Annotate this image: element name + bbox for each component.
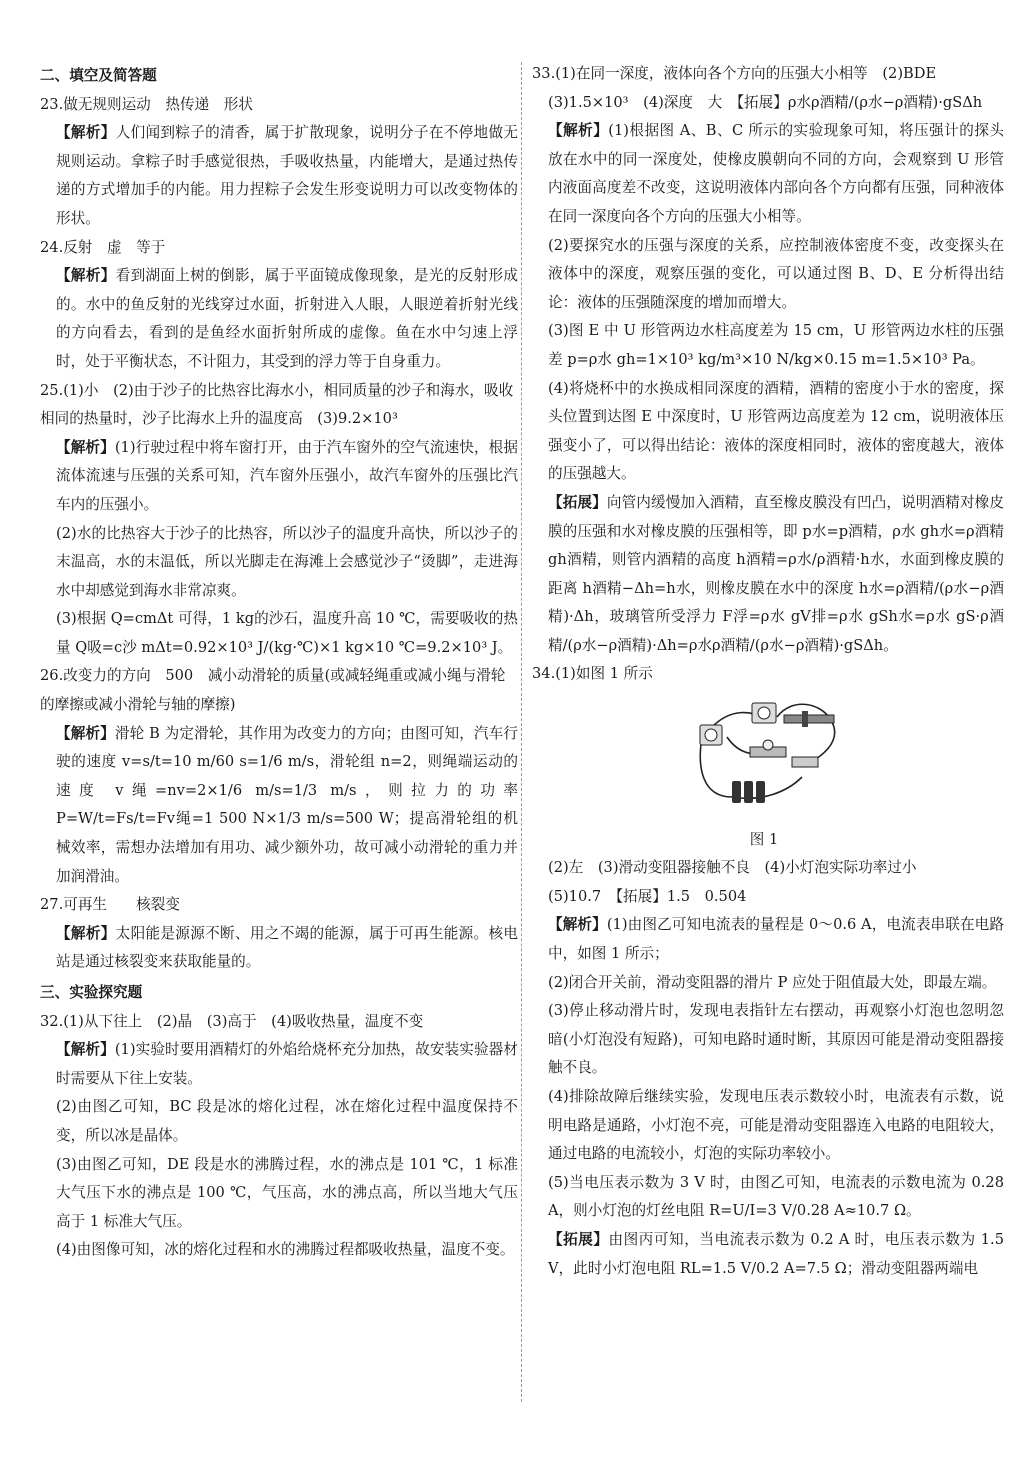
q33-analysis (532, 117, 1004, 231)
q34-answer-line3: (5)10.7 【拓展】1.5 0.504 (548, 887, 747, 905)
q25-answer: 25.(1)小 (2)由于沙子的比热容比海水小，相同质量的沙子和海水，吸收相同的热量时，沙子比海水上升的温度高 (3)9.2×10³ (40, 381, 514, 428)
q33-extension-text: 向管内缓慢加入酒精，直至橡皮膜没有凹凸，说明酒精对橡皮膜的压强和水对橡皮膜的压强相等，即 p水=p酒精，ρ水 gh水=ρ酒精gh酒精，则管内酒精的高度 h酒精=ρ水/ρ酒精·h水，水面到橡皮膜的距离 h酒精−Δh=h水，则橡皮膜在水中的深度 h水=ρ酒精/(ρ水−ρ酒精)·Δh，玻璃管所受浮力 F浮=ρ水 gV排=ρ水 gSh水=ρ水 gS·ρ酒精/(ρ水−ρ酒精)·Δh=ρ水ρ酒精/(ρ水−ρ酒精)·gSΔh。 (548, 493, 1004, 654)
q34-extension-text: 由图丙可知，当电流表示数为 0.2 A 时，电压表示数为 1.5 V，此时小灯泡电阻 RL=1.5 V/0.2 A=7.5 Ω；滑动变阻器两端电 (548, 1230, 1004, 1277)
q27-answer: 27.可再生 核裂变 (40, 896, 180, 914)
q23-analysis (40, 119, 518, 233)
q27-analysis-text: 太阳能是源源不断、用之不竭的能源，属于可再生能源。核电站是通过核裂变来获取能量的。 (56, 924, 518, 971)
extension-tag: 【拓展】 (548, 1230, 609, 1248)
q34-analysis-p2: (2)闭合开关前，滑动变阻器的滑片 P 应处于阻值最大处，即最左端。 (548, 973, 997, 991)
circuit-diagram-figure (692, 697, 842, 815)
q33-answer-line2: (3)1.5×10³ (4)深度 大 【拓展】ρ水ρ酒精/(ρ水−ρ酒精)·gSΔh (548, 93, 983, 111)
q34-analysis (532, 911, 1004, 968)
q24-answer: 24.反射 虚 等于 (40, 238, 166, 256)
q34-answer: 34.(1)如图 1 所示 (532, 665, 653, 683)
analysis-tag: 【解析】 (56, 924, 116, 942)
column-divider (521, 62, 522, 1402)
q34-answer-line2: (2)左 (3)滑动变阻器接触不良 (4)小灯泡实际功率过小 (548, 859, 917, 877)
section-heading-experiment: 三、实验探究题 (40, 984, 143, 1001)
q24-analysis (40, 262, 518, 376)
q33-answer: 33.(1)在同一深度，液体向各个方向的压强大小相等 (2)BDE (532, 65, 937, 82)
q24-analysis-text: 看到湖面上树的倒影，属于平面镜成像现象，是光的反射形成的。水中的鱼反射的光线穿过水面，折射进入人眼，人眼逆着折射光线的方向看去，看到的是鱼经水面折射所成的虚像。鱼在水中匀速上浮时，处于平衡状态，不计阻力，其受到的浮力等于自身重力。 (56, 267, 518, 370)
q25-analysis-text: (1)行驶过程中将车窗打开，由于汽车窗外的空气流速快，根据流体流速与压强的关系可知，汽车窗外压强小，故汽车窗外的压强比汽车内的压强小。 (56, 438, 518, 513)
q32-answer: 32.(1)从下往上 (2)晶 (3)高于 (4)吸收热量，温度不变 (40, 1012, 424, 1030)
extension-tag: 【拓展】 (548, 493, 607, 511)
q33-analysis-p3: (3)图 E 中 U 形管两边水柱高度差为 15 cm，U 形管两边水柱的压强差 p=ρ水 gh=1×10³ kg/m³×10 N/kg×0.15 m=1.5×10³ Pa。 (548, 322, 1004, 368)
right-column (532, 60, 1004, 1283)
q23-analysis-text: 人们闻到粽子的清香，属于扩散现象，说明分子在不停地做无规则运动。拿粽子时手感觉很热，手吸收热量，内能增大，是通过热传递的方式增加手的内能。用力捏粽子会发生形变说明力可以改变物体的形状。 (56, 124, 518, 227)
q34-analysis-p3: (3)停止移动滑片时，发现电表指针左右摆动，再观察小灯泡也忽明忽暗(小灯泡没有短路)，可知电路时通时断，其原因可能是滑动变阻器接触不良。 (548, 1002, 1004, 1077)
q33-analysis-p4: (4)将烧杯中的水换成相同深度的酒精，酒精的密度小于水的密度，探头位置到达图 E 中深度时，U 形管两边高度差为 12 cm，说明液体压强变小了，可以得出结论：液体的深度相同时，液体的密度越大，液体的压强越大。 (548, 379, 1004, 483)
q32-analysis-p2: (2)由图乙可知，BC 段是冰的熔化过程，冰在熔化过程中温度保持不变，所以冰是晶体。 (56, 1098, 518, 1144)
analysis-tag: 【解析】 (56, 124, 116, 142)
analysis-tag: 【解析】 (56, 1041, 115, 1059)
q25-analysis-p2: (2)水的比热容大于沙子的比热容，所以沙子的温度升高快，所以沙子的末温高，水的末温低，所以光脚走在海滩上会感觉沙子“烫脚”，走进海水中却感觉到海水非常凉爽。 (56, 524, 518, 599)
analysis-tag: 【解析】 (56, 438, 115, 456)
q23-answer: 23.做无规则运动 热传递 形状 (40, 95, 253, 113)
analysis-tag: 【解析】 (548, 916, 607, 934)
figure-caption: 图 1 (749, 830, 779, 848)
q34-analysis-p5: (5)当电压表示数为 3 V 时，由图乙可知，电流表的示数电流为 0.28 A，则小灯泡的灯丝电阻 R=U/I=3 V/0.28 A≈10.7 Ω。 (548, 1173, 1004, 1220)
q32-analysis-text: (1)实验时要用酒精灯的外焰给烧杯充分加热，故安装实验器材时需要从下往上安装。 (56, 1041, 518, 1087)
left-column (40, 60, 518, 1265)
q27-analysis (40, 920, 518, 977)
q32-analysis-p3: (3)由图乙可知，DE 段是水的沸腾过程，水的沸点是 101 ℃，1 标准大气压下水的沸点是 100 ℃，气压高，水的沸点高，所以当地大气压高于 1 标准大气压。 (56, 1155, 518, 1230)
q32-analysis (40, 1036, 518, 1093)
analysis-tag: 【解析】 (56, 724, 115, 742)
q32-analysis-p4: (4)由图像可知，冰的熔化过程和水的沸腾过程都吸收热量，温度不变。 (56, 1241, 515, 1259)
q26-answer: 26.改变力的方向 500 减小动滑轮的质量(或减轻绳重或减小绳与滑轮的摩擦或减小滑轮与轴的摩擦) (40, 667, 506, 714)
section-heading-fill: 二、填空及简答题 (40, 67, 157, 84)
q25-analysis (40, 434, 518, 520)
q34-analysis-text: (1)由图乙可知电流表的量程是 0～0.6 A，电流表串联在电路中，如图 1 所示； (548, 916, 1004, 963)
analysis-tag: 【解析】 (548, 122, 609, 140)
q33-analysis-text: (1)根据图 A、B、C 所示的实验现象可知，将压强计的探头放在水中的同一深度处，使橡皮膜朝向不同的方向，会观察到 U 形管内液面高度差不改变，这说明液体内部向各个方向都有压强，同种液体在同一深度向各个方向的压强大小相等。 (548, 122, 1004, 225)
q34-extension (532, 1226, 1004, 1283)
q34-analysis-p4: (4)排除故障后继续实验，发现电压表示数较小时，电流表有示数，说明电路是通路，小灯泡不亮，可能是滑动变阻器连入电路的电阻较大，通过电路的电流较小，灯泡的实际功率较小。 (548, 1088, 1004, 1163)
q26-analysis-text: 滑轮 B 为定滑轮，其作用为改变力的方向；由图可知，汽车行驶的速度 v=s/t=10 m/60 s=1/6 m/s，滑轮组 n=2，则绳端运动的速度 v绳=nv=2×1/6 m/s=1/3 m/s，则拉力的功率 P=W/t=Fs/t=Fv绳=1 500 N×1/3 m/s=500 W；提高滑轮组的机械效率，需想办法增加有用功、减少额外功，故可减小动滑轮的重力并加润滑油。 (56, 724, 518, 885)
q33-extension (532, 489, 1004, 661)
q33-analysis-p2: (2)要探究水的压强与深度的关系，应控制液体密度不变，改变探头在液体中的深度，观察压强的变化，可以通过图 B、D、E 分析得出结论：液体的压强随深度的增加而增大。 (548, 236, 1004, 311)
q25-analysis-p3: (3)根据 Q=cmΔt 可得，1 kg的沙石，温度升高 10 ℃，需要吸收的热量 Q吸=c沙 mΔt=0.92×10³ J/(kg·℃)×1 kg×10 ℃=9.2×10³ J。 (56, 610, 518, 656)
q26-analysis (40, 720, 518, 892)
analysis-tag: 【解析】 (56, 267, 116, 285)
